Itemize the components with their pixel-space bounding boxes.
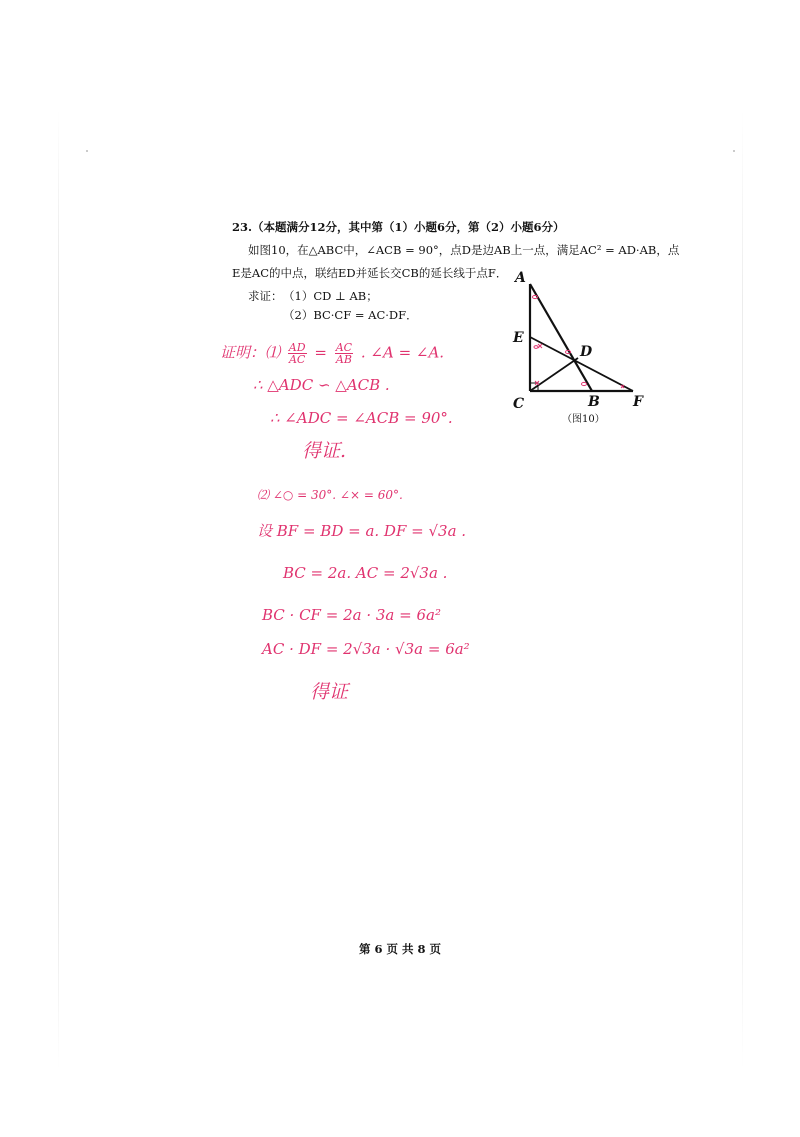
problem-statement-line-2: E是AC的中点，联结ED并延长交CB的延长线于点F． bbox=[232, 266, 508, 280]
proof-prefix: 证明：⑴ bbox=[220, 343, 281, 362]
problem-header: 23.（本题满分12分，其中第（1）小题6分，第（2）小题6分） bbox=[232, 220, 565, 234]
figure-caption: （图10） bbox=[562, 414, 605, 425]
segment-ab bbox=[530, 284, 592, 391]
scan-edge-right bbox=[742, 110, 743, 1070]
angle-mark-circle bbox=[534, 346, 538, 349]
scan-speck bbox=[86, 150, 88, 152]
prove-item-2: （2）BC·CF = AC·DF． bbox=[283, 308, 418, 322]
problem-statement-line-1: 如图10，在△ABC中，∠ACB = 90°，点D是边AB上一点，满足AC² = AD·AB，点 bbox=[248, 243, 680, 257]
label-point-e: E bbox=[513, 330, 524, 346]
angle-marks bbox=[533, 295, 625, 388]
geometry-figure bbox=[505, 262, 650, 430]
fraction-denominator: AC bbox=[288, 353, 306, 366]
handwritten-conclusion-1: 得证. bbox=[302, 440, 347, 462]
fraction-ac-over-ab bbox=[335, 342, 353, 365]
label-point-b: B bbox=[588, 394, 600, 410]
fraction-ad-over-ac bbox=[288, 342, 307, 365]
fraction-numerator: AC bbox=[335, 341, 353, 354]
prove-label: 求证： bbox=[248, 289, 283, 303]
prove-item-1: （1）CD ⊥ AB； bbox=[283, 289, 378, 303]
handwritten-proof-line-3: ∴ ∠ADC = ∠ACB = 90°. bbox=[270, 409, 453, 427]
fraction-numerator: AD bbox=[288, 341, 306, 354]
proof-line-1-suffix: . ∠A = ∠A. bbox=[360, 343, 445, 362]
handwritten-proof-line-5: 设 BF = BD = a. DF = √3a . bbox=[257, 522, 467, 540]
handwritten-proof-line-8: AC · DF = 2√3a · √3a = 6a² bbox=[262, 640, 470, 658]
label-point-f: F bbox=[633, 394, 643, 410]
scan-speck bbox=[733, 150, 735, 152]
equals-sign: = bbox=[314, 343, 327, 362]
fraction-denominator: AB bbox=[335, 353, 352, 366]
handwritten-conclusion-2: 得证 bbox=[310, 681, 349, 703]
page-number-footer: 第 6 页 共 8 页 bbox=[358, 942, 442, 956]
handwritten-proof-line-4: ⑵ ∠○ = 30°. ∠× = 60°. bbox=[257, 488, 403, 502]
scan-edge-left bbox=[58, 110, 59, 1070]
label-point-a: A bbox=[515, 270, 526, 286]
angle-mark-circle bbox=[582, 382, 587, 385]
label-point-d: D bbox=[580, 344, 593, 360]
label-point-c: C bbox=[513, 396, 525, 412]
handwritten-proof-line-1 bbox=[220, 342, 444, 365]
handwritten-proof-line-7: BC · CF = 2a · 3a = 6a² bbox=[262, 606, 441, 624]
handwritten-proof-line-6: BC = 2a. AC = 2√3a . bbox=[283, 564, 448, 582]
angle-mark-cross bbox=[538, 344, 542, 348]
handwritten-proof-line-2: ∴ △ADC ∽ △ACB . bbox=[253, 376, 390, 394]
segment-cd bbox=[530, 358, 578, 391]
